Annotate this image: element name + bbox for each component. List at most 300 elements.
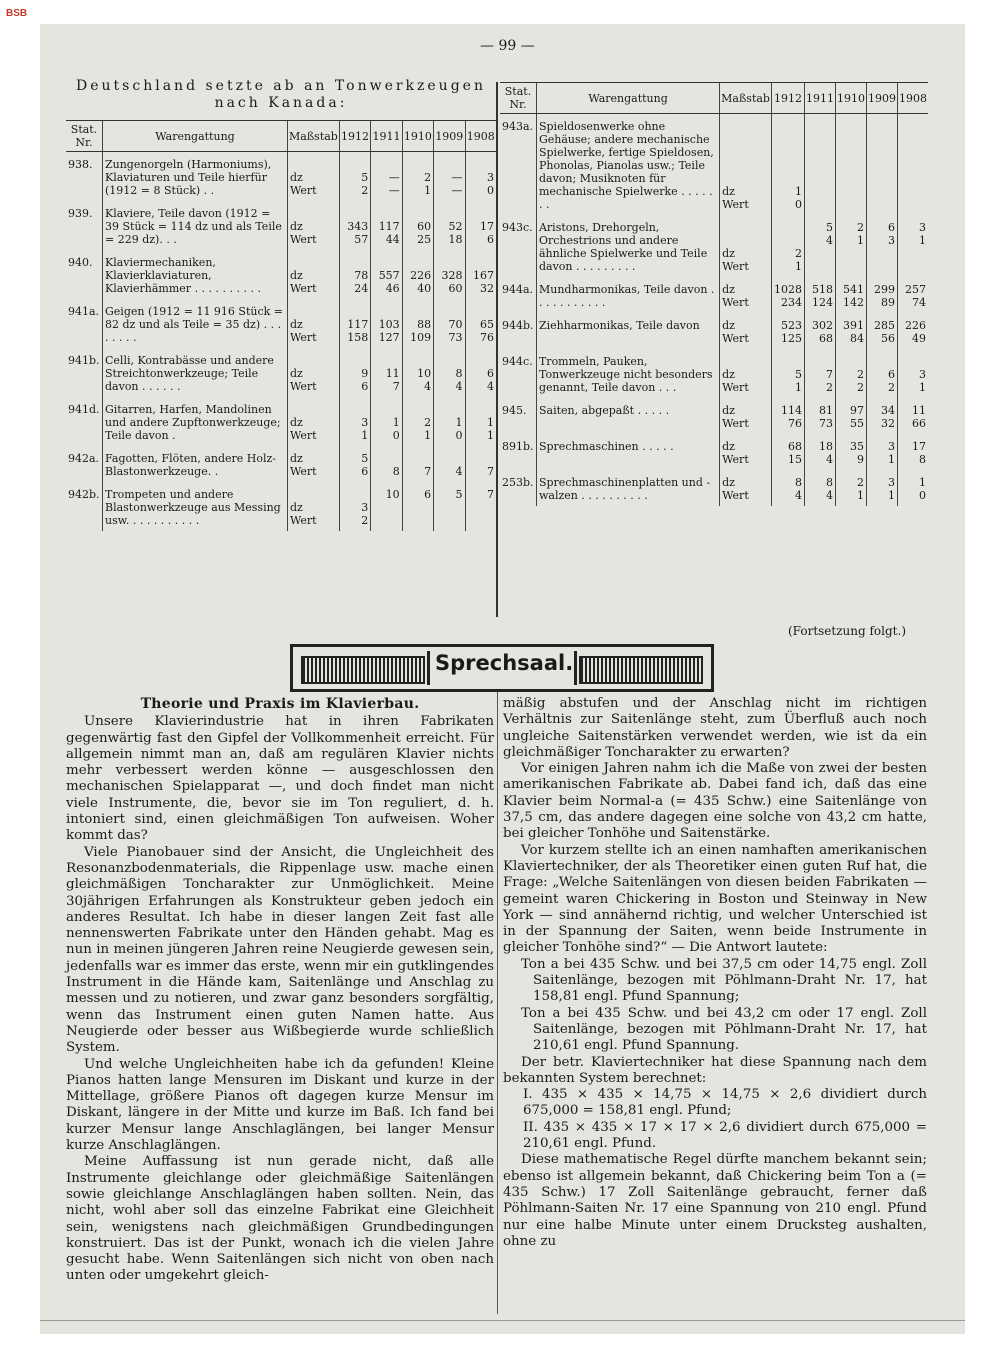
- value-cell: [402, 397, 433, 446]
- unit-label: Wert: [290, 380, 317, 393]
- value: 518: [812, 283, 833, 296]
- stat-number: 944b.: [502, 319, 534, 332]
- stat-number: 942a.: [68, 452, 100, 465]
- value: 1: [487, 416, 494, 429]
- value-cell: [339, 446, 370, 482]
- value: [807, 198, 833, 211]
- value: 1: [919, 234, 926, 247]
- article-left-column: [66, 696, 494, 1285]
- value: 6: [487, 233, 494, 246]
- value: 55: [850, 417, 864, 430]
- value: 46: [385, 282, 400, 295]
- value: 84: [850, 332, 864, 345]
- value-cell: [371, 482, 402, 531]
- value: 89: [881, 296, 895, 309]
- unit-label: Wert: [290, 184, 317, 197]
- value: 226: [410, 269, 432, 282]
- value-cell: [805, 114, 836, 216]
- value: 11: [912, 404, 926, 417]
- unit-cell: [720, 114, 772, 216]
- item-description: Trommeln, Pauken, Tonwerkzeuge nicht besonders genannt, Teile davon . . .: [536, 349, 719, 398]
- value: 97: [850, 404, 864, 417]
- value-cell: [434, 250, 465, 299]
- value: 4: [826, 489, 833, 502]
- table-divider: [496, 82, 498, 617]
- value: 2: [361, 184, 369, 197]
- value: 1: [919, 476, 926, 489]
- col-ware: Warengattung: [103, 121, 288, 152]
- value: [436, 514, 462, 527]
- value: 2: [361, 514, 369, 527]
- unit-cell: [288, 348, 340, 397]
- value: 1028: [774, 283, 802, 296]
- value-cell: [772, 434, 805, 470]
- item-description: Sprechmaschinenplatten und -walzen . . . . . . . . . .: [536, 470, 719, 506]
- value: 114: [781, 404, 802, 417]
- value-cell: [434, 299, 465, 348]
- unit-label: Wert: [722, 453, 749, 466]
- unit-label: Wert: [290, 233, 317, 246]
- unit-cell: [288, 201, 340, 250]
- value: 3: [888, 476, 895, 489]
- value: —: [451, 171, 463, 184]
- table-row: [500, 434, 928, 470]
- stat-number: 938.: [68, 158, 93, 171]
- value: [405, 501, 431, 514]
- value: 18: [448, 233, 463, 246]
- value: 78: [354, 269, 369, 282]
- col-stat: Stat. Nr.: [500, 83, 536, 114]
- table-row: [66, 299, 496, 348]
- table-row: [500, 470, 928, 506]
- value: 0: [795, 198, 802, 211]
- value-cell: [836, 434, 867, 470]
- value: 523: [781, 319, 802, 332]
- value: 81: [819, 404, 833, 417]
- unit-label: Wert: [722, 381, 749, 394]
- table-row: [66, 250, 496, 299]
- value-cell: [867, 434, 898, 470]
- value: 32: [881, 417, 895, 430]
- value: 7: [487, 488, 494, 501]
- value: 226: [905, 319, 926, 332]
- value: 7: [487, 465, 494, 478]
- value-cell: [339, 201, 370, 250]
- left-table-heading: Deutschland setzte ab an Tonwerkzeugen nach Kanada:: [76, 78, 486, 111]
- value: 1: [392, 416, 400, 429]
- value-cell: [339, 299, 370, 348]
- value: 328: [441, 269, 463, 282]
- value: [373, 501, 399, 514]
- col-1909: 1909: [867, 83, 898, 114]
- value: 1: [424, 429, 432, 442]
- value-cell: [434, 152, 465, 202]
- unit-label: [722, 221, 769, 234]
- value: 9: [857, 453, 864, 466]
- table-row: [66, 397, 496, 446]
- stat-number: 941d.: [68, 403, 100, 416]
- unit-label: dz: [722, 247, 735, 260]
- page-number: — 99 —: [480, 38, 535, 54]
- value: 74: [912, 296, 926, 309]
- value: 9: [361, 367, 369, 380]
- unit-cell: [288, 397, 340, 446]
- unit-label: dz: [722, 368, 735, 381]
- value-cell: [465, 201, 496, 250]
- value: 3: [888, 440, 895, 453]
- value: [468, 514, 494, 527]
- value: 2: [857, 476, 864, 489]
- value: 1: [795, 260, 802, 273]
- value-cell: [371, 250, 402, 299]
- stat-number: 943a.: [502, 120, 534, 133]
- value: 17: [480, 220, 494, 233]
- value: 56: [881, 332, 895, 345]
- value-cell: [898, 114, 929, 216]
- item-description: Klaviere, Teile davon (1912 = 39 Stück = 114 dz und als Teile = 229 dz). . .: [103, 201, 288, 250]
- unit-cell: [288, 152, 340, 202]
- value-cell: [898, 215, 929, 277]
- value-cell: [867, 114, 898, 216]
- unit-cell: [288, 446, 340, 482]
- value-cell: [805, 434, 836, 470]
- value-cell: [836, 277, 867, 313]
- value: 125: [781, 332, 802, 345]
- value: —: [388, 184, 400, 197]
- stat-number: 939.: [68, 207, 93, 220]
- unit-label: Wert: [722, 417, 749, 430]
- unit-label: Wert: [722, 296, 749, 309]
- value-cell: [836, 114, 867, 216]
- value: 1: [888, 489, 895, 502]
- value-cell: [402, 250, 433, 299]
- value: 11: [385, 367, 400, 380]
- value-cell: [434, 348, 465, 397]
- unit-label: Wert: [722, 260, 749, 273]
- table-row: [66, 446, 496, 482]
- value: 8: [392, 465, 400, 478]
- formula-2: II. 435 × 435 × 17 × 17 × 2,6 dividiert durch 675,000 = 210,61 engl. Pfund.: [523, 1119, 927, 1152]
- value-cell: [772, 277, 805, 313]
- value: 1: [424, 184, 432, 197]
- value: 2: [424, 171, 432, 184]
- value: 5: [361, 452, 369, 465]
- table-row: [66, 482, 496, 531]
- value: 68: [819, 332, 833, 345]
- value-cell: [898, 398, 929, 434]
- value: 541: [843, 283, 864, 296]
- value: 73: [819, 417, 833, 430]
- value: 10: [385, 488, 400, 501]
- value-cell: [402, 152, 433, 202]
- value: [900, 198, 926, 211]
- quote-line: Ton a bei 435 Schw. und bei 37,5 cm oder 14,75 engl. Zoll Saitenlänge, bezogen mit Pöhlmann-Draht Nr. 17, hat 158,81 engl. Pfund Spannung;: [521, 956, 927, 1005]
- value: 3: [919, 368, 926, 381]
- value-cell: [772, 215, 805, 277]
- value: 1: [857, 234, 864, 247]
- value: [900, 247, 926, 260]
- value-cell: [805, 349, 836, 398]
- value: [774, 234, 802, 247]
- unit-label: dz: [290, 220, 303, 233]
- banner-divider: [574, 651, 577, 685]
- value: 4: [795, 489, 802, 502]
- unit-label: Wert: [722, 489, 749, 502]
- value-cell: [371, 152, 402, 202]
- value: 44: [385, 233, 400, 246]
- paragraph: Diese mathematische Regel dürfte manchem bekannt sein; ebenso ist allgemein bekannt, daß Chickering beim Ton a (= 435 Schw.) 17 Zoll Saitenlänge gebraucht, ferner daß Pöhlmann-Saiten Nr. 17 eine Spannung von 210 engl. Pfund nur eine halbe Minute unter einem Drucksteg aushalten, ohne zu: [503, 1152, 927, 1249]
- item-description: Ziehharmonikas, Teile davon: [536, 313, 719, 349]
- unit-cell: [720, 215, 772, 277]
- value-cell: [434, 201, 465, 250]
- value-cell: [402, 348, 433, 397]
- col-stat: Stat. Nr.: [66, 121, 103, 152]
- scanned-page: [40, 24, 965, 1334]
- continuation-note: (Fortsetzung folgt.): [788, 624, 906, 638]
- value: 40: [417, 282, 432, 295]
- item-description: Saiten, abgepaßt . . . . .: [536, 398, 719, 434]
- value: 302: [812, 319, 833, 332]
- value: 0: [487, 184, 494, 197]
- table-row: [500, 398, 928, 434]
- value-cell: [434, 446, 465, 482]
- item-description: Mundharmonikas, Teile davon . . . . . . . . . . .: [536, 277, 719, 313]
- unit-label: dz: [722, 319, 735, 332]
- unit-label: dz: [290, 452, 303, 465]
- value-cell: [772, 470, 805, 506]
- value-cell: [402, 299, 433, 348]
- unit-label: Wert: [290, 514, 317, 527]
- value: 65: [480, 318, 494, 331]
- value: 391: [843, 319, 864, 332]
- unit-label: dz: [722, 185, 735, 198]
- value-cell: [867, 349, 898, 398]
- col-1910: 1910: [402, 121, 433, 152]
- unit-cell: [288, 299, 340, 348]
- value: 4: [487, 380, 494, 393]
- value-cell: [772, 349, 805, 398]
- banner-title: Sprechsaal.: [435, 651, 574, 675]
- quote-line: Ton a bei 435 Schw. und bei 43,2 cm oder 17 engl. Zoll Saitenlänge, bezogen mit Pöhlmann-Draht Nr. 17, hat 210,61 engl. Pfund Spannung.: [521, 1005, 927, 1054]
- table-row: [500, 277, 928, 313]
- value-cell: [371, 446, 402, 482]
- value: 15: [788, 453, 802, 466]
- banner-ornament-right: [579, 656, 703, 684]
- stat-number: 940.: [68, 256, 93, 269]
- value-cell: [867, 313, 898, 349]
- table-row: [66, 152, 496, 202]
- value: 6: [888, 368, 895, 381]
- value-cell: [402, 482, 433, 531]
- unit-label: dz: [290, 416, 303, 429]
- value: [468, 501, 494, 514]
- value: 2: [857, 381, 864, 394]
- value-cell: [465, 299, 496, 348]
- value: [869, 185, 895, 198]
- paragraph: Vor einigen Jahren nahm ich die Maße von zwei der besten amerikanischen Fabrikate ab. Dabei fand ich, daß das eine Klavier beim Normal-a (= 435 Schw.) eine Saitenlänge von 37,5 cm, das andere dagegen eine solche von 43,2 cm hatte, bei gleicher Tonhöhe und Saitenstärke.: [503, 761, 927, 842]
- unit-label: Wert: [290, 331, 317, 344]
- value: 285: [874, 319, 895, 332]
- value: 4: [826, 453, 833, 466]
- table-row: [66, 348, 496, 397]
- item-description: Sprechmaschinen . . . . .: [536, 434, 719, 470]
- value: 103: [378, 318, 400, 331]
- value: 3: [361, 416, 369, 429]
- value: [869, 198, 895, 211]
- value: 8: [826, 476, 833, 489]
- col-1911: 1911: [371, 121, 402, 152]
- value: [900, 185, 926, 198]
- value: 18: [819, 440, 833, 453]
- value: [807, 260, 833, 273]
- stat-number: 941a.: [68, 305, 100, 318]
- article-title: Theorie und Praxis im Klavierbau.: [140, 696, 420, 712]
- value-cell: [339, 152, 370, 202]
- value: 1: [888, 453, 895, 466]
- value-cell: [898, 470, 929, 506]
- paragraph: Unsere Klavierindustrie hat in ihren Fabrikaten gegenwärtig fast den Gipfel der Vollkommenheit erreicht. Für allgemein nimmt man an, daß am regulären Klavier nichts mehr verbessert werden könne — ausgeschlossen den mechanischen Spielapparat —, und doch findet man nicht viele Instrumente, die, bevor sie im Ton reguliert, d. h. intoniert sind, einen gleichmäßigen Ton aufweisen. Woher kommt das?: [66, 714, 494, 844]
- value: 6: [888, 221, 895, 234]
- value-cell: [339, 348, 370, 397]
- unit-label: [722, 234, 769, 247]
- value: 32: [480, 282, 494, 295]
- value: [869, 260, 895, 273]
- value-cell: [836, 313, 867, 349]
- value: 6: [424, 488, 432, 501]
- value: 1: [487, 429, 494, 442]
- item-description: Gitarren, Harfen, Mandolinen und andere Zupftonwerkzeuge; Teile davon .: [103, 397, 288, 446]
- banner-ornament-left: [301, 656, 425, 684]
- value: 35: [850, 440, 864, 453]
- value-cell: [898, 434, 929, 470]
- value: 3: [919, 221, 926, 234]
- unit-label: Wert: [722, 332, 749, 345]
- value-cell: [805, 398, 836, 434]
- value: 66: [912, 417, 926, 430]
- col-ware: Warengattung: [536, 83, 719, 114]
- value-cell: [867, 398, 898, 434]
- unit-label: dz: [722, 476, 735, 489]
- value: 25: [417, 233, 432, 246]
- value: 8: [455, 367, 463, 380]
- value: [436, 452, 462, 465]
- value-cell: [465, 250, 496, 299]
- value: 117: [347, 318, 369, 331]
- value-cell: [339, 397, 370, 446]
- value: 70: [448, 318, 463, 331]
- unit-label: dz: [290, 171, 303, 184]
- value: 127: [378, 331, 400, 344]
- col-1912: 1912: [339, 121, 370, 152]
- value: 2: [826, 381, 833, 394]
- value: [838, 198, 864, 211]
- value-cell: [465, 152, 496, 202]
- value: 3: [361, 501, 369, 514]
- value: 1: [795, 381, 802, 394]
- value: 6: [487, 367, 494, 380]
- value: 4: [455, 380, 463, 393]
- value: 557: [378, 269, 400, 282]
- value-cell: [434, 397, 465, 446]
- value: 109: [410, 331, 432, 344]
- unit-cell: [288, 482, 340, 531]
- value: 4: [826, 234, 833, 247]
- value: 3: [487, 171, 494, 184]
- value: [807, 247, 833, 260]
- value-cell: [867, 470, 898, 506]
- unit-cell: [720, 434, 772, 470]
- value: 17: [912, 440, 926, 453]
- value: 234: [781, 296, 802, 309]
- stat-number: 944c.: [502, 355, 533, 368]
- value-cell: [898, 313, 929, 349]
- col-1909: 1909: [434, 121, 465, 152]
- value: [436, 501, 462, 514]
- value-cell: [772, 114, 805, 216]
- right-trade-table: [500, 82, 928, 506]
- value: 4: [424, 380, 432, 393]
- value: 5: [361, 171, 369, 184]
- unit-label: dz: [290, 367, 303, 380]
- value: 4: [455, 465, 463, 478]
- value: 2: [424, 416, 432, 429]
- value-cell: [805, 313, 836, 349]
- value: 142: [843, 296, 864, 309]
- value: 343: [347, 220, 369, 233]
- page-edge: [40, 1320, 965, 1321]
- value: 76: [788, 417, 802, 430]
- value: 49: [912, 332, 926, 345]
- stat-number: 253b.: [502, 476, 534, 489]
- col-mass: Maßstab: [720, 83, 772, 114]
- value: —: [451, 184, 463, 197]
- value-cell: [836, 470, 867, 506]
- value: 167: [473, 269, 494, 282]
- col-1908: 1908: [465, 121, 496, 152]
- table-row: [500, 114, 928, 216]
- column-rule: [497, 692, 498, 1314]
- value: 1: [795, 185, 802, 198]
- col-mass: Maßstab: [288, 121, 340, 152]
- col-1910: 1910: [836, 83, 867, 114]
- value: 60: [448, 282, 463, 295]
- value-cell: [836, 398, 867, 434]
- value: 88: [417, 318, 432, 331]
- value-cell: [371, 299, 402, 348]
- value: 68: [788, 440, 802, 453]
- value-cell: [465, 482, 496, 531]
- item-description: Spieldosenwerke ohne Gehäuse; andere mechanische Spielwerke, fertige Spieldosen, Phonolas, Pianolas usw.; Teile davon; Musiknoten für mechanische Spielwerke . . . . . . .: [536, 114, 719, 216]
- value: 1: [361, 429, 369, 442]
- value: [900, 260, 926, 273]
- value: 1: [919, 381, 926, 394]
- value: 52: [448, 220, 463, 233]
- unit-cell: [720, 470, 772, 506]
- stat-number: 941b.: [68, 354, 100, 367]
- value: [373, 514, 399, 527]
- value-cell: [805, 277, 836, 313]
- value: 60: [417, 220, 432, 233]
- unit-cell: [720, 349, 772, 398]
- value: 1: [857, 489, 864, 502]
- value: 117: [378, 220, 400, 233]
- value-cell: [402, 201, 433, 250]
- unit-label: dz: [722, 283, 735, 296]
- stat-number: 943c.: [502, 221, 533, 234]
- unit-cell: [288, 250, 340, 299]
- unit-label: dz: [290, 269, 303, 282]
- item-description: Trompeten und andere Blastonwerkzeuge aus Messing usw. . . . . . . . . . .: [103, 482, 288, 531]
